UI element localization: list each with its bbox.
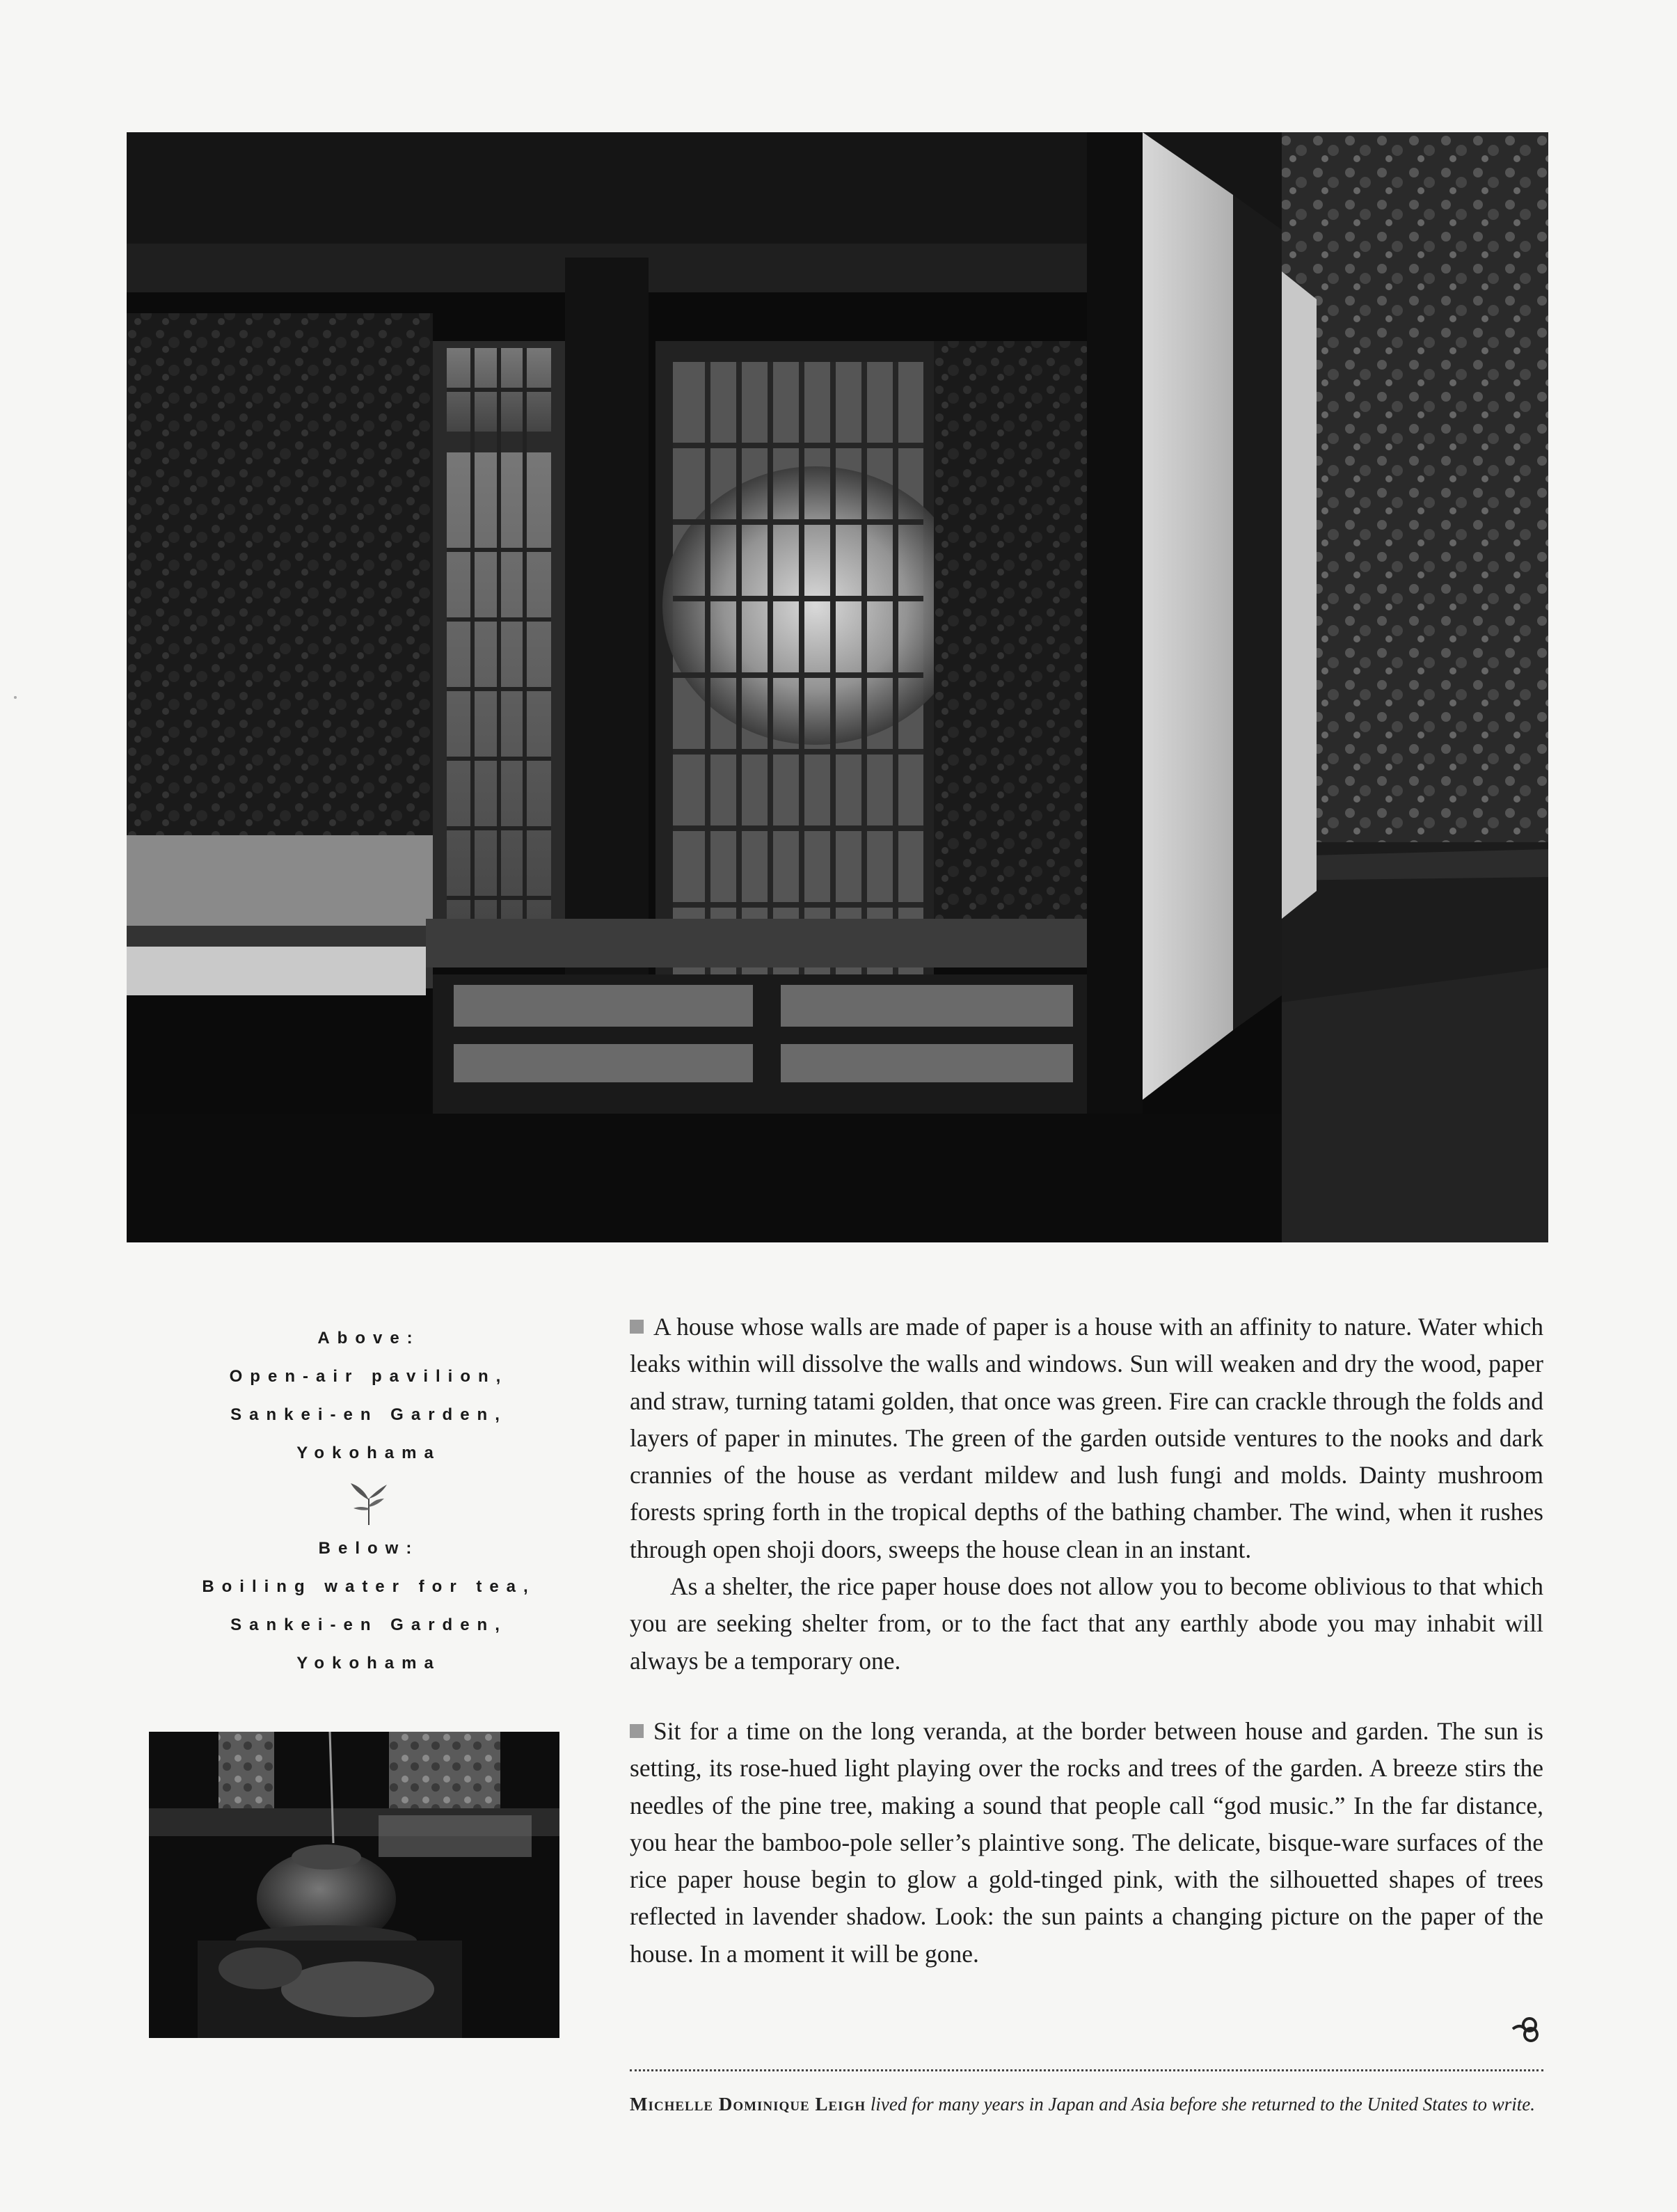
bamboo-leaf-icon: [348, 1478, 390, 1526]
photo-caption: [132, 1319, 605, 1682]
dotted-divider: [630, 2069, 1543, 2071]
caption-above-label: Above:: [317, 1329, 420, 1348]
article-body: [630, 1309, 1543, 1973]
tea-kettle-photo: [149, 1732, 559, 2038]
section-bullet-icon: [630, 1320, 644, 1334]
section-bullet-icon: [630, 1724, 644, 1738]
caption-above-line: Sankei-en Garden,: [230, 1405, 507, 1424]
paragraph-text: A house whose walls are made of paper is a house with an affinity to nature. Water which leaks within will dissolve the walls and windows. Sun will weaken and dry the wood, paper and straw, turning tatami golden, that once was green. Fire can crackle through the folds and layers of paper in minutes. The green of the garden outside ventures to the nooks and dark crannies of the house as verdant mildew and lush fungi and molds. Dainty mushroom forests spring forth in the tropical depths of the bathing chamber. The wind, when it rushes through open shoji doors, sweeps the house clean in an instant.: [630, 1313, 1543, 1563]
author-name: Michelle Dominique Leigh: [630, 2094, 866, 2115]
main-photo: [127, 132, 1548, 1242]
caption-above-line: Yokohama: [296, 1444, 441, 1462]
caption-below-line: Yokohama: [296, 1654, 441, 1673]
paragraph-text: Sit for a time on the long veranda, at the border between house and garden. The sun is setting, its rose-hued light playing over the rocks and trees of the garden. A breeze stirs the needles of the pine tree, making a sound that people call “god music.” In the far distance, you hear the bamboo-pole seller’s plaintive song. The delicate, bisque-ware surfaces of the rice paper house begin to glow a gold-tinged pink, with the silhouetted shapes of trees reflected in lavender shadow. Look: the sun paints a changing picture on the paper of the house. In a moment it will be gone.: [630, 1716, 1543, 1968]
caption-below-line: Sankei-en Garden,: [230, 1615, 507, 1634]
article-paragraph: [630, 1713, 1543, 1973]
article-paragraph: As a shelter, the rice paper house does not allow you to become oblivious to that which you are seeking shelter from, or to the fact that any earthly abode you may inhabit will always be a temporary one.: [630, 1572, 1543, 1675]
caption-above-line: Open-air pavilion,: [229, 1367, 509, 1386]
caption-below-label: Below:: [318, 1539, 420, 1558]
caption-below-line: Boiling water for tea,: [202, 1577, 536, 1596]
author-bio: [630, 2087, 1543, 2122]
small-photo: [149, 1732, 559, 2038]
margin-speck: [14, 696, 17, 699]
article-paragraph: [630, 1309, 1543, 1568]
end-ornament-icon: [1510, 2015, 1545, 2043]
author-bio-text: lived for many years in Japan and Asia before she returned to the United States to write.: [870, 2094, 1535, 2115]
shoji-pavilion-photo: [127, 132, 1548, 1242]
